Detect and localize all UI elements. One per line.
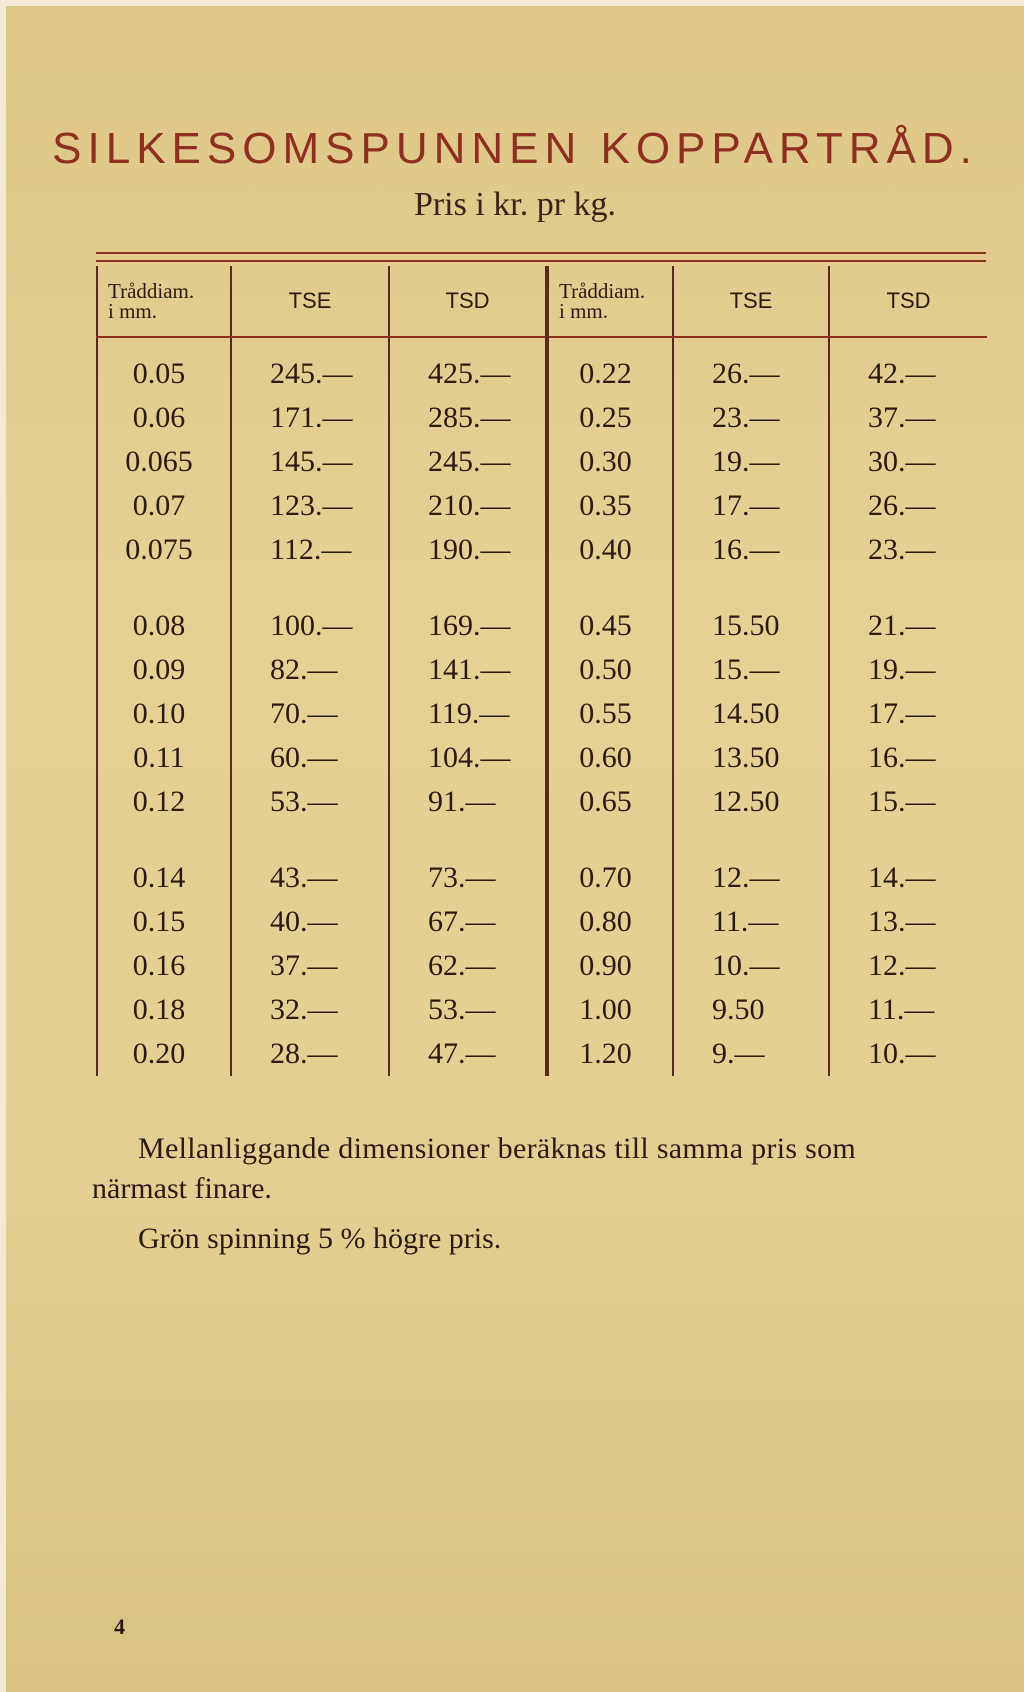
cell-tsd-right: 17.— (829, 692, 987, 736)
table-row (97, 900, 987, 944)
cell-diameter-right: 0.70 (547, 824, 673, 900)
cell-tsd-right: 23.— (829, 528, 987, 572)
header-tsd-right: TSD (829, 266, 987, 337)
cell-tsd-left: 119.— (389, 692, 547, 736)
cell-tse-right: 9.50 (673, 988, 829, 1032)
table-row (97, 440, 987, 484)
spacer-cell (231, 337, 389, 352)
cell-tsd-right: 26.— (829, 484, 987, 528)
cell-diameter-right: 0.45 (547, 572, 673, 648)
cell-tse-right: 19.— (673, 440, 829, 484)
table-row (97, 944, 987, 988)
cell-diameter-right: 0.50 (547, 648, 673, 692)
cell-tsd-left: 210.— (389, 484, 547, 528)
cell-diameter-right: 0.90 (547, 944, 673, 988)
cell-tsd-right: 14.— (829, 824, 987, 900)
cell-tsd-right: 11.— (829, 988, 987, 1032)
cell-tse-right: 10.— (673, 944, 829, 988)
cell-tse-right: 16.— (673, 528, 829, 572)
header-diameter-line1: Tråddiam. (559, 279, 646, 303)
cell-tsd-left: 73.— (389, 824, 547, 900)
cell-tse-left: 245.— (231, 352, 389, 396)
spacer-cell (547, 337, 673, 352)
cell-diameter-right: 1.20 (547, 1032, 673, 1076)
cell-diameter-left: 0.11 (97, 736, 231, 780)
cell-tse-left: 40.— (231, 900, 389, 944)
header-diameter-right (547, 266, 673, 337)
cell-tse-right: 14.50 (673, 692, 829, 736)
table-spacer-row (97, 337, 987, 352)
cell-tse-right: 12.50 (673, 780, 829, 824)
cell-tsd-right: 15.— (829, 780, 987, 824)
cell-tsd-left: 104.— (389, 736, 547, 780)
cell-diameter-left: 0.09 (97, 648, 231, 692)
spacer-cell (673, 337, 829, 352)
cell-tse-right: 15.— (673, 648, 829, 692)
cell-diameter-right: 0.60 (547, 736, 673, 780)
cell-diameter-left: 0.05 (97, 352, 231, 396)
cell-diameter-left: 0.12 (97, 780, 231, 824)
table-row (97, 396, 987, 440)
cell-tse-right: 11.— (673, 900, 829, 944)
cell-tsd-left: 91.— (389, 780, 547, 824)
cell-diameter-left: 0.15 (97, 900, 231, 944)
cell-diameter-right: 1.00 (547, 988, 673, 1032)
cell-diameter-right: 0.22 (547, 352, 673, 396)
cell-tsd-right: 42.— (829, 352, 987, 396)
cell-tsd-right: 13.— (829, 900, 987, 944)
header-diameter-line1: Tråddiam. (108, 279, 195, 303)
cell-diameter-right: 0.25 (547, 396, 673, 440)
spacer-cell (829, 337, 987, 352)
note-intermediate-dimensions: Mellanliggande dimensioner beräknas till samma pris som (138, 1132, 857, 1165)
header-tsd-left: TSD (389, 266, 547, 337)
cell-tse-right: 17.— (673, 484, 829, 528)
cell-diameter-right: 0.65 (547, 780, 673, 824)
table-header-row (97, 266, 987, 337)
cell-tsd-right: 19.— (829, 648, 987, 692)
cell-tsd-left: 141.— (389, 648, 547, 692)
cell-tsd-right: 16.— (829, 736, 987, 780)
cell-tse-right: 13.50 (673, 736, 829, 780)
header-tse-right: TSE (673, 266, 829, 337)
cell-diameter-left: 0.06 (97, 396, 231, 440)
cell-tse-left: 100.— (231, 572, 389, 648)
table-row (97, 1032, 987, 1076)
header-diameter-left (97, 266, 231, 337)
cell-tsd-right: 37.— (829, 396, 987, 440)
cell-tsd-left: 47.— (389, 1032, 547, 1076)
cell-tse-right: 15.50 (673, 572, 829, 648)
header-tse-left: TSE (231, 266, 389, 337)
table-row (97, 352, 987, 396)
cell-diameter-right: 0.35 (547, 484, 673, 528)
cell-diameter-right: 0.55 (547, 692, 673, 736)
cell-tse-right: 12.— (673, 824, 829, 900)
cell-tsd-right: 12.— (829, 944, 987, 988)
spacer-cell (389, 337, 547, 352)
cell-tse-left: 43.— (231, 824, 389, 900)
cell-tse-left: 60.— (231, 736, 389, 780)
table-row (97, 484, 987, 528)
cell-tse-left: 171.— (231, 396, 389, 440)
cell-tse-left: 123.— (231, 484, 389, 528)
cell-tse-left: 82.— (231, 648, 389, 692)
table-row (97, 988, 987, 1032)
cell-tse-right: 26.— (673, 352, 829, 396)
cell-tse-left: 37.— (231, 944, 389, 988)
cell-tsd-right: 30.— (829, 440, 987, 484)
cell-tsd-left: 67.— (389, 900, 547, 944)
header-diameter-line2: i mm. (108, 299, 158, 323)
cell-tsd-right: 10.— (829, 1032, 987, 1076)
note-intermediate-dimensions-cont: närmast finare. (92, 1172, 272, 1205)
cell-diameter-left: 0.16 (97, 944, 231, 988)
price-table (96, 266, 987, 1076)
cell-tse-left: 32.— (231, 988, 389, 1032)
table-row (97, 572, 987, 648)
cell-diameter-left: 0.14 (97, 824, 231, 900)
cell-diameter-left: 0.075 (97, 528, 231, 572)
note-green-spinning: Grön spinning 5 % högre pris. (138, 1222, 502, 1255)
cell-tsd-left: 425.— (389, 352, 547, 396)
cell-tsd-left: 62.— (389, 944, 547, 988)
cell-tse-right: 9.— (673, 1032, 829, 1076)
cell-tsd-left: 53.— (389, 988, 547, 1032)
table-row (97, 648, 987, 692)
cell-tse-left: 28.— (231, 1032, 389, 1076)
cell-tse-right: 23.— (673, 396, 829, 440)
cell-diameter-left: 0.10 (97, 692, 231, 736)
table-row (97, 736, 987, 780)
cell-tse-left: 53.— (231, 780, 389, 824)
price-table-wrapper (96, 252, 986, 1104)
page-subtitle: Pris i kr. pr kg. (413, 186, 617, 223)
cell-diameter-left: 0.18 (97, 988, 231, 1032)
table-body (97, 337, 987, 1076)
cell-diameter-left: 0.065 (97, 440, 231, 484)
cell-tsd-left: 190.— (389, 528, 547, 572)
cell-tsd-left: 169.— (389, 572, 547, 648)
cell-tse-left: 70.— (231, 692, 389, 736)
cell-tsd-left: 245.— (389, 440, 547, 484)
table-row (97, 528, 987, 572)
cell-diameter-left: 0.20 (97, 1032, 231, 1076)
cell-diameter-left: 0.07 (97, 484, 231, 528)
cell-tse-left: 112.— (231, 528, 389, 572)
cell-tsd-left: 285.— (389, 396, 547, 440)
cell-diameter-right: 0.40 (547, 528, 673, 572)
page-number: 4 (114, 1614, 125, 1639)
cell-diameter-right: 0.30 (547, 440, 673, 484)
cell-tsd-right: 21.— (829, 572, 987, 648)
cell-tse-left: 145.— (231, 440, 389, 484)
table-row (97, 692, 987, 736)
page-title: SILKESOMSPUNNEN KOPPARTRÅD. (52, 124, 978, 173)
table-row (97, 780, 987, 824)
cell-diameter-left: 0.08 (97, 572, 231, 648)
spacer-cell (97, 337, 231, 352)
cell-diameter-right: 0.80 (547, 900, 673, 944)
header-diameter-line2: i mm. (559, 299, 609, 323)
table-row (97, 824, 987, 900)
